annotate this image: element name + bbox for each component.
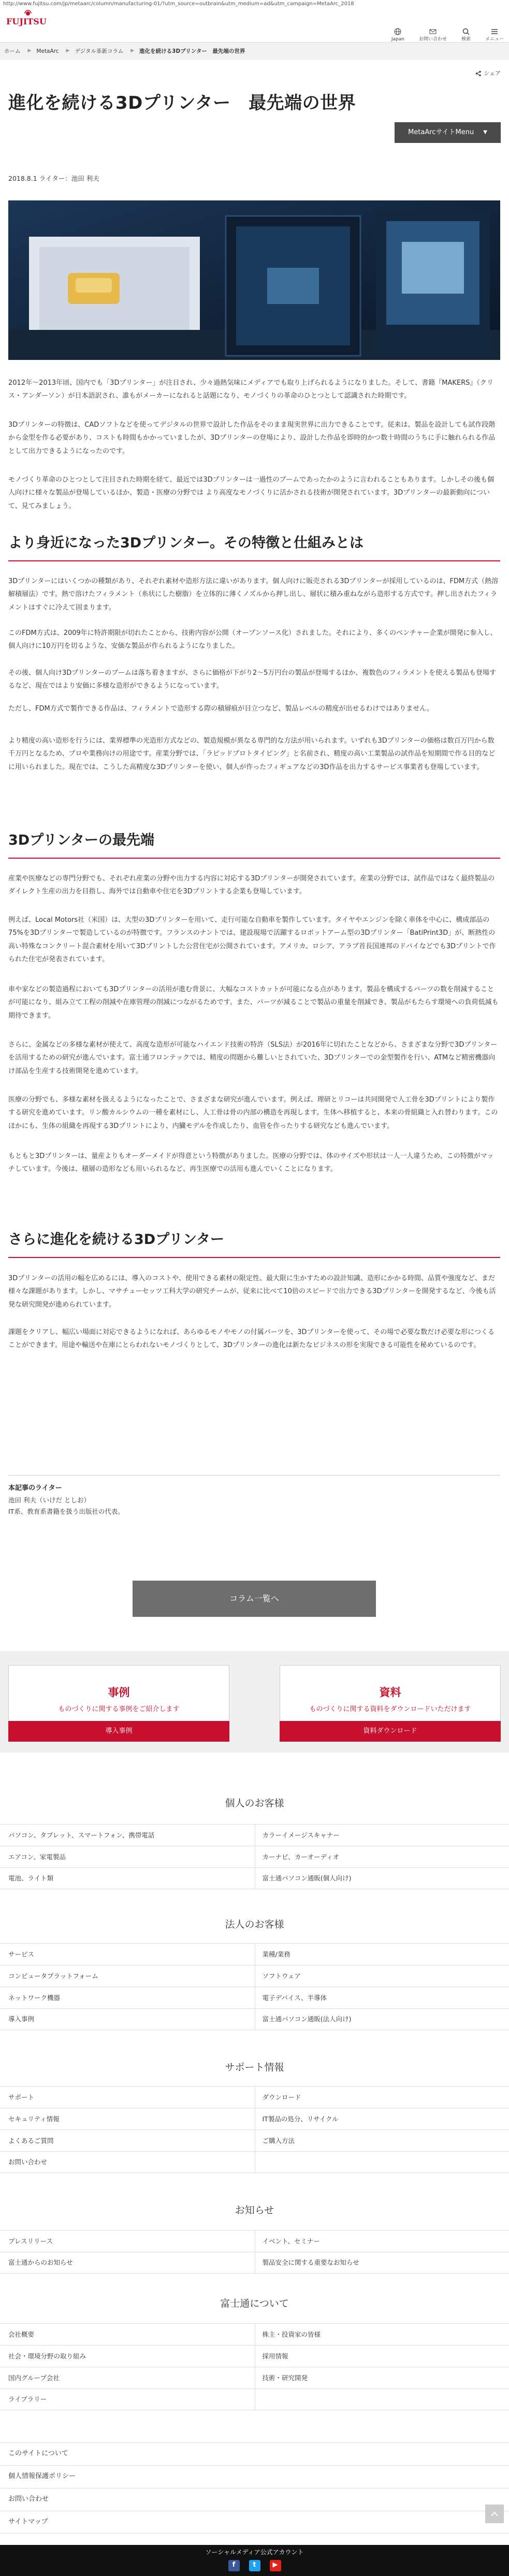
footer-section-title: 個人のお客様 (225, 1798, 284, 1809)
case-study-title: 事例 (108, 1686, 130, 1699)
footer-link[interactable]: パソコン、タブレット、スマートフォン、携帯電話 (8, 1831, 155, 1839)
footer-link[interactable]: 社会・環境分野の取り組み (8, 2352, 86, 2360)
intro-paragraph: モノづくり革命のひとつとして注目された時期を経て、最近では3Dプリンターは一過性のブームであったかのように言われることもあります。しかしその後も個人向けに様々な製品が登場しているほか、製造・医療の分野では より高度なモノづくりに活かされる技術が開発されています。3Dプリンターの最新動向について、見てみましょう。 (8, 476, 495, 510)
footer-link[interactable]: ご購入方法 (255, 2130, 509, 2151)
section-heading-3: さらに進化を続ける3Dプリンター (8, 1227, 500, 1258)
footer-link[interactable]: IT製品の処分、リサイクル (255, 2108, 509, 2130)
globe-icon (394, 28, 401, 35)
footer-section-title: 法人のお客様 (225, 1919, 284, 1930)
author-name: 池田 利夫（いけだ としお） (8, 1496, 90, 1504)
intro-paragraph: 3Dプリンターの特徴は、CADソフトなどを使ってデジタルの世界で設計した作品をそのまま現実世界に出力できることです。従来は、製品を設計しても試作段階から金型を作る必要があり、コストも時間もかかっていましたが、3Dプリンターの登場により、設計した作品を即時的かつ数十時間のうちに手に触れられる作品として出力できるようになったのです。 (8, 421, 496, 455)
footer-links-news (0, 2230, 509, 2274)
chevron-down-icon: ▼ (483, 129, 487, 136)
section-heading-2: 3Dプリンターの最先端 (8, 828, 500, 859)
header-icons (391, 28, 504, 42)
section-1-paragraph: より精度の高い造形を行うには、業界標準の光造形方式などの、製造規模が異なる専門的な方法が用いられます。いずれも3Dプリンターの価格は数百万円から数千万円となるため、プロや業務向けの用途です。産業分野では、「ラピッドプロトタイピング」と名前され、精度の高い工業製品の試作品を短期間で作る目的などに用いられました。現在では、こうした高精度な3Dプリンターを使い、個人が作ったフィギュアなどの3D作品を出力するサービス事業者も登場しています。 (8, 737, 496, 771)
footer-link[interactable]: カラーイメージスキャナー (255, 1825, 509, 1846)
footer-link[interactable]: サービス (8, 1950, 35, 1958)
case-study-card[interactable] (8, 1665, 229, 1742)
footer-section-title: サポート情報 (225, 2062, 284, 2073)
article-meta: 2018.8.1 ライター：池田 利夫 (8, 175, 99, 182)
footer-link[interactable]: コンピュータプラットフォーム (8, 1972, 98, 1980)
footer-link (255, 2152, 509, 2173)
footer-link[interactable]: ソフトウェア (255, 1965, 509, 1987)
footer-link[interactable]: ネットワーク機器 (8, 1993, 61, 2002)
case-study-subtitle: ものづくりに関する事例をご紹介します (58, 1705, 180, 1713)
intro-paragraph: 2012年～2013年頃、国内でも「3Dプリンター」が注目され、少々過熱気味にメディアでも取り上げられるようになりました。そして、書籍『MAKERS』（クリス・アンダーソン）が日本語訳され、誰もがメーカーになれると話題になり、モノづくりの革命のひとつとして認識された時期です。 (8, 379, 493, 400)
column-list-button[interactable]: コラム一覧へ (133, 1581, 376, 1617)
mail-icon (429, 28, 437, 35)
page-title: 進化を続ける3Dプリンター 最先端の世界 (8, 93, 356, 113)
share-label: シェア (484, 70, 501, 77)
section-1-paragraph: ただし、FDM方式で製作できる作品は、フィラメントで造形する際の積層痕が目立つなど、製品レベルの精度が出せるわけではありません。 (8, 705, 434, 713)
footer-links-support (0, 2086, 509, 2173)
social-media-bar (0, 2545, 509, 2576)
social-icons (0, 2560, 509, 2571)
footer-link[interactable]: 採用情報 (255, 2346, 509, 2367)
breadcrumb-separator-icon: ▶ (66, 48, 70, 54)
breadcrumb-column[interactable]: デジタル革新コラム (75, 48, 124, 54)
documents-download-link[interactable]: 資料ダウンロード (280, 1721, 501, 1742)
documents-subtitle: ものづくりに関する資料をダウンロードいただけます (309, 1705, 471, 1713)
documents-title: 資料 (379, 1686, 401, 1699)
site-menu-label: MetaArcサイトMenu (408, 128, 474, 136)
chevron-up-icon (491, 2511, 498, 2516)
facebook-icon[interactable]: f (228, 2560, 240, 2571)
footer-link[interactable]: カーナビ、カーオーディオ (255, 1846, 509, 1868)
bottom-link[interactable]: 個人情報保護ポリシー (0, 2465, 509, 2488)
3d-printer-photo (8, 200, 500, 360)
footer-link[interactable]: 業種/業務 (255, 1944, 509, 1965)
section-1-paragraph: その後、個人向け3Dプリンターのブームは落ち着きますが、さらに価格が下がり2～5万円台の製品が登場するほか、複数色のフィラメントを使える製品も登場するなど、現在ではより安価に多様な造形ができるようになっています。 (8, 669, 496, 690)
footer-links-business (0, 1943, 509, 2030)
search-icon (462, 28, 470, 35)
section-2-paragraph: 医療の分野でも、多様な素材を扱えるようになったことで、さまざまな研究が進んでいます。例えば、理研とリコーは共同開発で人工骨を3Dプリントにより製作する研究を進めています。リン酸カルシウムの一種を素材にし、人工骨は骨の内部の構造を再現します。生体へ移植すると、本来の骨組織と入れ替わります。このほかにも、生体の組織を再現する3Dプリントにより、内臓モデルを作成したり、血管を作ったりする研究なども進んでいます。 (8, 1096, 498, 1130)
bottom-links (0, 2442, 509, 2534)
author-description: IT系、教育系書籍を扱う出版社の代表。 (8, 1508, 124, 1516)
footer-link[interactable]: イベント、セミナー (255, 2231, 509, 2252)
section-3-paragraph: 3Dプリンターの活用の幅を広めるには、導入のコストや、使用できる素材の限定性、最大限に生かすための設計知識、造形にかかる時間、品質や強度など、まだ様々な課題があります。しかし、マサチューセッツ工科大学の研究チームが、従来に比べて10倍のスピードで出力できる3Dプリンターを開発するなど、今後も活発な研究開発が進められています。 (8, 1275, 496, 1309)
header-japan-label: Japan (391, 37, 404, 42)
footer-links-personal (0, 1824, 509, 1889)
footer-link (255, 2389, 509, 2410)
section-2-paragraph: さらに、金属などの多様な素材が使えて、高度な造形が可能なハイエンド技術の特許（SLS法）が2016年に切れたことなどから、さまざまな分野で3Dプリンターを活用するための研究が進んでいます。富士通フロンテックでは、精度の問題から難しいとされていた、3Dプリンターでの金型製作を行い、ATMなど精密機器向け部品を生産する技術開発を進めています。 (8, 1041, 498, 1075)
header-search-label: 検索 (461, 37, 471, 42)
footer-section-title: 富士通について (220, 2298, 289, 2309)
share-button[interactable] (475, 68, 501, 78)
footer-link[interactable]: ライブラリー (8, 2395, 47, 2404)
breadcrumb-metaarc[interactable]: MetaArc (36, 48, 59, 54)
footer-link[interactable]: プレスリリース (8, 2237, 53, 2245)
header-japan[interactable] (391, 28, 404, 42)
bottom-link[interactable]: サイトマップ (0, 2511, 509, 2534)
footer-link[interactable]: 富士通からのお知らせ (8, 2259, 73, 2267)
header-contact[interactable] (419, 28, 447, 42)
share-icon (475, 70, 482, 77)
section-2-paragraph: 車や家などの製造過程においても3Dプリンターの活用が進む背景に、大幅なコストカットが可能になる点があります。製品を構成するパーツの数を削減することが可能になり、組み立て工程の削減や在庫管理の削減につながるためです。また、パーツが減ることで製品の重量を削減でき、製品がもたらす環境への負荷低減も期待できます。 (8, 986, 499, 1020)
footer-link[interactable]: 株主・投資家の皆様 (255, 2324, 509, 2345)
footer-link[interactable]: 技術・研究開発 (255, 2367, 509, 2389)
footer-section-title: お知らせ (235, 2205, 274, 2216)
section-1-paragraph: このFDM方式は、2009年に特許期限が切れたことから、技術内容が公開（オープンソース化）されました。それにより、多くのベンチャー企業が開発に参入し、個人向けに10万円を切るような、安価な製品が作られるようになりました。 (8, 629, 497, 650)
breadcrumb-separator-icon: ▶ (130, 48, 135, 54)
author-block (8, 1475, 500, 1518)
breadcrumb-home[interactable]: ホーム (4, 48, 21, 54)
breadcrumb (0, 42, 509, 60)
bottom-link[interactable]: お問い合わせ (0, 2488, 509, 2511)
section-2-paragraph: 例えば、Local Motors社（米国）は、大型の3Dプリンターを用いて、走行可能な自動車を製作しています。タイヤやエンジンを除く車体を中心に、構成部品の75%を3Dプリンターで製造しているのが特徴です。フランスのナントでは、建設現場で活躍するロボットアーム型の3Dプリンター「BatiPrint3D」が、断熱性の高い特殊なコンクリート混合素材を用いて3Dプリントした公営住宅が公開されています。アメリカ、ロシア、アラブ首長国連邦のドバイなどでも3Dプリントで作られた住宅が発表されています。 (8, 916, 496, 964)
footer-links-about (0, 2323, 509, 2410)
footer-link[interactable]: セキュリティ情報 (8, 2115, 60, 2123)
fujitsu-logo[interactable] (4, 9, 52, 27)
menu-icon (491, 28, 498, 35)
breadcrumb-separator-icon: ▶ (27, 48, 32, 54)
footer-link[interactable]: 製品安全に関する重要なお知らせ (255, 2252, 509, 2273)
youtube-icon[interactable]: ▶ (270, 2560, 281, 2571)
browser-url[interactable]: http://www.fujitsu.com/jp/metaarc/column/manufacturing-01/?utm_source=outbrain&utm_medium=ad&utm_campaign=MetaArc_2018 (3, 1, 354, 7)
footer-link[interactable]: お問い合わせ (8, 2158, 48, 2166)
footer-link[interactable]: エアコン、家電製品 (8, 1853, 66, 1861)
case-study-link[interactable]: 導入事例 (8, 1721, 229, 1742)
hero-image (8, 200, 500, 360)
header-menu[interactable] (485, 28, 504, 42)
site-header (0, 8, 509, 42)
svg-text:FUJITSU: FUJITSU (6, 17, 47, 26)
section-2-paragraph: 産業や医療などの専門分野でも、それぞれ産業の分野や出力する内容に対応する3Dプリンターが開発されています。産業の分野では、試作品ではなく最終製品のダイレクト生産の出力を目指し、海外では自動車や住宅を3Dプリントする企業も登場しています。 (8, 875, 495, 896)
header-search[interactable] (461, 28, 471, 42)
documents-card[interactable] (280, 1665, 501, 1742)
footer-link[interactable]: 導入事例 (8, 2015, 35, 2023)
back-to-top-button[interactable] (485, 2505, 504, 2523)
footer-link[interactable]: 国内グループ会社 (8, 2374, 60, 2382)
header-contact-label: お問い合わせ (418, 37, 447, 42)
footer-link[interactable]: 電池、ライト類 (8, 1874, 54, 1883)
footer-link[interactable]: よくあるご質問 (8, 2136, 54, 2145)
breadcrumb-current: 進化を続ける3Dプリンター 最先端の世界 (139, 48, 245, 54)
footer-link[interactable]: 富士通パソコン通販(法人向け) (255, 2009, 509, 2030)
section-heading-1: より身近になった3Dプリンター。その特徴と仕組みとは (8, 531, 500, 561)
header-menu-label: メニュー (485, 37, 504, 42)
social-title: ソーシャルメディア公式アカウント (205, 2549, 304, 2556)
footer-link[interactable]: サポート (8, 2093, 35, 2101)
site-menu-button[interactable] (395, 122, 501, 143)
footer-link[interactable]: 電子デバイス、半導体 (255, 1987, 509, 2008)
author-heading: 本記事のライター (8, 1484, 62, 1492)
footer-link[interactable]: 富士通パソコン通販(個人向け) (255, 1868, 509, 1889)
twitter-icon[interactable]: t (249, 2560, 260, 2571)
section-3-paragraph: 課題をクリアし、幅広い場面に対応できるようになれば、あらゆるモノやモノの付属パーツを、3Dプリンターを使って、その場で必要な数だけ必要な形につくることができます。用途や輸送や在庫にとらわれないモノづくりとして、3Dプリンターの進化は新たなビジネスの形を実現できる可能性を秘めているのです。 (8, 1328, 495, 1350)
footer-link[interactable]: 会社概要 (8, 2330, 35, 2338)
bottom-link[interactable]: このサイトについて (0, 2442, 509, 2465)
section-1-paragraph: 3Dプリンターにはいくつかの種類があり、それぞれ素材や造形方法に違いがあります。個人向けに販売される3Dプリンターが採用しているのは、FDM方式（熱溶解積層法）です。熱で溶けたフィラメント（糸状にした樹脂）を立体的に薄くノズルから押し出し、層状に積み重ねながら造形する方式です。押し出されたフィラメントはすぐに冷えて固まります。 (8, 577, 499, 612)
section-2-paragraph: もともと3Dプリンターは、量産よりもオーダーメイドが得意という特徴がありました。医療の分野では、体のサイズや形状は一人一人違うため、この特徴がマッチしています。今後は、積層の造形なども用いられるなど、再生医療での活用も進んでいくことになります。 (8, 1152, 494, 1174)
footer-link[interactable]: ダウンロード (255, 2087, 509, 2108)
